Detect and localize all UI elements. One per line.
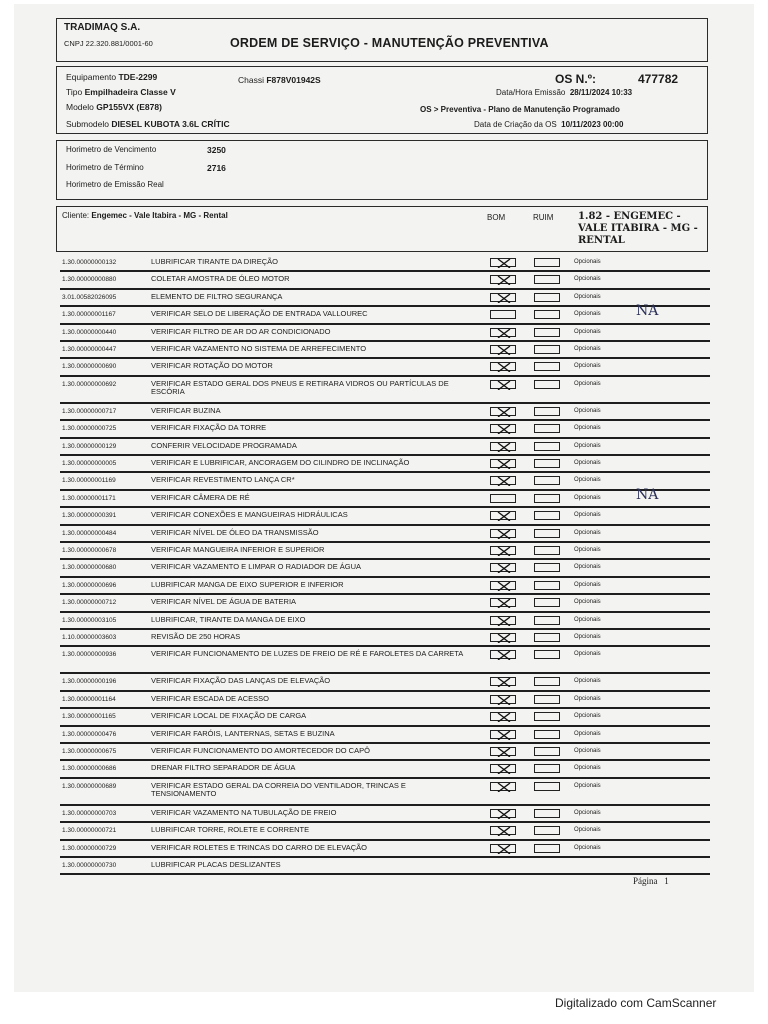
item-code: 1.10.00000003603 [62,634,117,641]
bom-checkbox[interactable] [490,459,516,468]
check-x-mark [497,564,511,573]
item-code: 1.30.00000000689 [62,782,117,790]
item-description: ELEMENTO DE FILTRO SEGURANÇA [151,291,283,301]
ruim-checkbox[interactable] [534,695,560,704]
ruim-checkbox[interactable] [534,494,560,503]
item-opcionais: Opcionais [574,827,601,834]
item-description: VERIFICAR BUZINA [151,405,221,415]
checklist-row [60,359,710,376]
checklist-row [60,303,710,324]
check-x-mark [497,617,511,626]
item-opcionais: Opcionais [574,494,601,501]
checklist-row [60,290,710,307]
check-x-mark [497,477,511,486]
item-code: 1.30.00000000447 [62,346,117,353]
bom-checkbox[interactable] [490,362,516,371]
checklist-row [60,578,710,595]
os-label: OS N.º: [555,72,597,86]
ruim-checkbox[interactable] [534,546,560,555]
item-description: CONFERIR VELOCIDADE PROGRAMADA [151,440,297,450]
horimetro-emissao-label: Horimetro de Emissão Real [66,180,164,189]
ruim-checkbox[interactable] [534,826,560,835]
item-code: 1.30.00000000678 [62,547,117,554]
bom-checkbox[interactable] [490,476,516,485]
ruim-checkbox[interactable] [534,275,560,284]
item-description: VERIFICAR SELO DE LIBERAÇÃO DE ENTRADA VALLOUREC [151,309,368,319]
bom-checkbox[interactable] [490,293,516,302]
bom-checkbox[interactable] [490,747,516,756]
horimetro-termino: 2716 [207,163,226,173]
bom-checkbox[interactable] [490,380,516,389]
checklist-row [60,674,710,691]
checklist-row [60,421,710,438]
page-number: Página 1 [633,876,669,886]
item-opcionais: Opcionais [574,634,601,640]
submodelo-row: Submodelo DIESEL KUBOTA 3.6L CRÍTIC [66,119,230,129]
equipamento-row: Equipamento TDE-2299 [66,72,158,82]
bom-checkbox[interactable] [490,546,516,555]
checklist-row [60,727,710,744]
checklist-row [60,272,710,289]
item-code: 1.30.00000000721 [62,827,117,835]
bom-checkbox[interactable] [490,730,516,739]
check-x-mark [497,443,511,452]
bom-checkbox[interactable] [490,809,516,818]
item-opcionais: Opcionais [574,328,601,335]
checklist-row [60,560,710,577]
company-cnpj: CNPJ 22.320.881/0001-60 [64,39,153,48]
item-opcionais: Opcionais [574,651,601,658]
check-x-mark [497,827,511,836]
item-description: LUBRIFICAR TORRE, ROLETE E CORRENTE [151,825,310,835]
chassi-row: Chassi F878V01942S [238,75,321,85]
criacao-row: Data de Criação da OS 10/11/2023 00:00 [474,120,624,129]
checklist-row [60,473,710,490]
check-x-mark [497,713,511,722]
item-opcionais: Opcionais [574,844,601,851]
ruim-checkbox[interactable] [534,809,560,818]
item-description: COLETAR AMOSTRA DE ÓLEO MOTOR [151,274,290,284]
item-code: 1.30.00000000936 [62,651,117,659]
checklist-row [60,439,710,456]
item-opcionais: Opcionais [574,380,601,387]
item-description: VERIFICAR CONEXÕES E MANGUEIRAS HIDRÁULICAS [151,510,348,520]
check-x-mark [497,259,511,268]
bom-checkbox[interactable] [490,511,516,520]
checklist-row [60,806,710,823]
ruim-checkbox[interactable] [534,581,560,590]
checklist-row [60,709,710,726]
check-x-mark [497,845,511,854]
horimetro-vencimento: 3250 [207,145,226,155]
item-description: VERIFICAR CÂMERA DE RÉ [151,492,250,502]
item-description: VERIFICAR LOCAL DE FIXAÇÃO DE CARGA [151,711,307,721]
checklist-row [60,613,710,630]
ruim-checkbox[interactable] [534,598,560,607]
checklist-row [60,823,710,840]
item-code: 1.30.00000000440 [62,328,117,336]
item-description: VERIFICAR FUNCIONAMENTO DO AMORTECEDOR DO CAPÔ [151,746,370,755]
ruim-checkbox[interactable] [534,844,560,853]
check-x-mark [497,599,511,608]
ruim-checkbox[interactable] [534,730,560,739]
check-x-mark [497,696,511,705]
item-description: VERIFICAR FILTRO DE AR DO AR CONDICIONADO [151,326,331,336]
checklist-row [60,779,710,806]
ruim-checkbox[interactable] [534,764,560,773]
check-x-mark [497,346,511,355]
checklist-row [60,377,710,404]
bom-checkbox[interactable] [490,764,516,773]
company-name: TRADIMAQ S.A. [64,22,141,33]
item-description: REVISÃO DE 250 HORAS [151,632,241,641]
item-code: 1.30.00000001165 [62,713,116,721]
item-opcionais: Opcionais [574,311,601,318]
bom-checkbox[interactable] [490,529,516,538]
check-x-mark [497,329,511,338]
ruim-checkbox[interactable] [534,563,560,572]
check-x-mark [497,363,511,372]
check-x-mark [497,634,511,643]
check-x-mark [497,294,511,303]
item-code: 1.30.00000000729 [62,844,117,852]
checklist-row [60,508,710,525]
scanner-footer: Digitalizado com CamScanner [555,996,717,1010]
checklist-row [60,647,710,674]
bom-checkbox[interactable] [490,345,516,354]
item-opcionais: Opcionais [574,765,601,772]
item-code: 1.30.00000001164 [62,695,116,703]
item-code: 1.30.00000000196 [62,678,117,686]
bom-checkbox[interactable] [490,826,516,835]
item-description: VERIFICAR FARÓIS, LANTERNAS, SETAS E BUZINA [151,728,335,738]
os-type: OS > Preventiva - Plano de Manutenção Programado [420,105,620,114]
horimetro-vencimento-label: Horimetro de Vencimento [66,145,157,154]
item-opcionais: Opcionais [574,730,601,737]
check-x-mark [497,748,511,757]
tipo-row: Tipo Empilhadeira Classe V [66,87,176,97]
ruim-checkbox[interactable] [534,362,560,371]
check-x-mark [497,783,511,792]
check-x-mark [497,276,511,285]
document-title: ORDEM DE SERVIÇO - MANUTENÇÃO PREVENTIVA [230,36,549,50]
bom-checkbox[interactable] [490,442,516,451]
bom-checkbox[interactable] [490,844,516,853]
item-code: 1.30.00000000675 [62,748,117,755]
item-description: VERIFICAR REVESTIMENTO LANÇA CR* [151,475,295,485]
ruim-checkbox[interactable] [534,407,560,416]
item-code: 1.30.00000000129 [62,442,117,450]
check-x-mark [497,530,511,539]
ruim-header: RUIM [533,213,554,222]
ruim-checkbox[interactable] [534,633,560,642]
item-description: VERIFICAR ESCADA DE ACESSO [151,693,269,703]
item-code: 1.30.00000000730 [62,862,117,869]
item-code: 1.30.00000001171 [62,494,116,502]
item-code: 1.30.00000000484 [62,529,117,537]
check-x-mark [497,547,511,556]
item-code: 1.30.00000000725 [62,425,117,433]
ruim-checkbox[interactable] [534,511,560,520]
bom-checkbox[interactable] [490,695,516,704]
bom-checkbox[interactable] [490,407,516,416]
item-description: VERIFICAR VAZAMENTO NO SISTEMA DE ARREFECIMENTO [151,344,367,353]
item-opcionais: Opcionais [574,259,601,265]
item-code: 1.30.00000000712 [62,599,117,607]
modelo-row: Modelo GP155VX (E878) [66,102,162,112]
bom-checkbox[interactable] [490,563,516,572]
item-description: LUBRIFICAR MANGA DE EIXO SUPERIOR E INFERIOR [151,579,344,589]
item-description: VERIFICAR FIXAÇÃO DAS LANÇAS DE ELEVAÇÃO [151,676,331,686]
item-code: 1.30.00000000391 [62,512,117,520]
item-description: VERIFICAR FIXAÇÃO DA TORRE [151,423,267,433]
item-opcionais: Opcionais [574,713,601,720]
bom-checkbox[interactable] [490,581,516,590]
check-x-mark [497,765,511,774]
bom-checkbox[interactable] [490,310,516,319]
item-opcionais: Opcionais [574,477,601,484]
item-description: VERIFICAR FUNCIONAMENTO DE LUZES DE FREIO DE RÉ E FAROLETES DA CARRETA [151,649,464,659]
item-description: DRENAR FILTRO SEPARADOR DE ÁGUA [151,763,296,773]
check-x-mark [497,582,511,591]
ruim-checkbox[interactable] [534,650,560,659]
checklist-row [60,858,710,875]
ruim-checkbox[interactable] [534,442,560,451]
ruim-checkbox[interactable] [534,310,560,319]
item-description: VERIFICAR MANGUEIRA INFERIOR E SUPERIOR [151,545,325,554]
ruim-checkbox[interactable] [534,529,560,538]
item-code: 1.30.00000000692 [62,380,117,388]
item-code: 1.30.00000000132 [62,259,117,266]
item-description: VERIFICAR NÍVEL DE ÁGUA DE BATERIA [151,597,297,607]
ruim-checkbox[interactable] [534,747,560,756]
check-x-mark [497,651,511,660]
item-opcionais: Opcionais [574,782,601,789]
ruim-checkbox[interactable] [534,459,560,468]
item-opcionais: Opcionais [574,276,601,283]
bom-checkbox[interactable] [490,275,516,284]
check-x-mark [497,408,511,417]
item-description: LUBRIFICAR TIRANTE DA DIREÇÃO [151,257,278,266]
bom-checkbox[interactable] [490,258,516,267]
checklist-row [60,486,710,508]
item-opcionais: Opcionais [574,581,601,588]
bom-checkbox[interactable] [490,650,516,659]
bom-checkbox[interactable] [490,494,516,503]
ruim-checkbox[interactable] [534,328,560,337]
item-opcionais: Opcionais [574,748,601,754]
item-code: 1.30.00000000476 [62,730,117,738]
handwritten-note: NA [636,303,659,320]
checklist-row [60,526,710,543]
check-x-mark [497,678,511,687]
bom-checkbox[interactable] [490,328,516,337]
item-opcionais: Opcionais [574,529,601,536]
item-code: 1.30.00000000690 [62,363,117,371]
os-number: 477782 [638,72,679,86]
handwritten-note: NA [636,486,659,503]
item-opcionais: Opcionais [574,425,601,432]
bom-checkbox[interactable] [490,782,516,791]
item-description: VERIFICAR ROLETES E TRINCAS DO CARRO DE ELEVAÇÃO [151,842,368,852]
check-x-mark [497,810,511,819]
item-opcionais: Opcionais [574,460,601,466]
checklist-row [60,325,710,342]
bom-checkbox[interactable] [490,424,516,433]
item-code: 1.30.00000000717 [62,407,117,415]
check-x-mark [497,512,511,521]
item-opcionais: Opcionais [574,599,601,606]
ruim-checkbox[interactable] [534,345,560,354]
item-description: VERIFICAR VAZAMENTO NA TUBULAÇÃO DE FREIO [151,807,337,817]
item-description: VERIFICAR ROTAÇÃO DO MOTOR [151,361,273,371]
checklist-row [60,595,710,612]
checklist-row [60,456,710,473]
ruim-checkbox[interactable] [534,424,560,433]
item-description: VERIFICAR NÍVEL DE ÓLEO DA TRANSMISSÃO [151,527,319,537]
item-opcionais: Opcionais [574,442,601,449]
item-description: VERIFICAR ESTADO GERAL DOS PNEUS E RETIRARA VIDROS OU PARTÍCULAS DE ESCÓRIA [151,378,449,397]
item-code: 1.30.00000000680 [62,564,117,572]
checklist-row [60,342,710,359]
ruim-checkbox[interactable] [534,476,560,485]
item-description: VERIFICAR VAZAMENTO E LIMPAR O RADIADOR DE ÁGUA [151,562,362,572]
horimetro-termino-label: Horimetro de Término [66,163,144,172]
item-code: 1.30.00000000005 [62,460,117,467]
checklist-row [60,543,710,560]
item-code: 1.30.00000000703 [62,809,117,817]
row-divider [60,873,710,875]
item-description: LUBRIFICAR PLACAS DESLIZANTES [151,860,281,869]
cliente-code-block: 1.82 - ENGEMEC - VALE ITABIRA - MG - RENTAL [578,211,698,246]
item-opcionais: Opcionais [574,695,601,702]
item-code: 1.30.00000001167 [62,311,116,319]
item-description: LUBRIFICAR, TIRANTE DA MANGA DE EIXO [151,614,306,624]
checklist-row [60,692,710,709]
bom-checkbox[interactable] [490,598,516,607]
item-description: VERIFICAR ESTADO GERAL DA CORREIA DO VENTILADOR, TRINCAS E TENSIONAMENTO [151,780,406,799]
check-x-mark [497,731,511,740]
item-opcionais: Opcionais [574,547,601,553]
ruim-checkbox[interactable] [534,293,560,302]
checklist-row [60,841,710,858]
item-opcionais: Opcionais [574,363,601,370]
ruim-checkbox[interactable] [534,677,560,686]
item-code: 1.30.00000003105 [62,616,117,624]
item-opcionais: Opcionais [574,293,601,300]
checklist-row [60,761,710,778]
item-code: 1.30.00000000880 [62,276,117,284]
checklist-row [60,744,710,761]
checklist-row [60,630,710,647]
item-opcionais: Opcionais [574,616,601,623]
item-code: 3.01.00582026095 [62,293,117,301]
ruim-checkbox[interactable] [534,258,560,267]
cliente-row: Cliente: Engemec - Vale Itabira - MG - Rental [62,211,228,220]
item-opcionais: Opcionais [574,809,601,816]
checklist-row [60,404,710,421]
check-x-mark [497,381,511,390]
check-x-mark [497,460,511,469]
bom-checkbox[interactable] [490,616,516,625]
checklist-row [60,255,710,272]
bom-checkbox[interactable] [490,677,516,686]
ruim-checkbox[interactable] [534,782,560,791]
item-code: 1.30.00000000686 [62,765,117,773]
bom-header: BOM [487,213,506,222]
item-code: 1.30.00000000696 [62,581,117,589]
item-opcionais: Opcionais [574,564,601,571]
item-opcionais: Opcionais [574,678,601,685]
ruim-checkbox[interactable] [534,712,560,721]
item-opcionais: Opcionais [574,346,601,352]
ruim-checkbox[interactable] [534,380,560,389]
emissao-row: Data/Hora Emissão 28/11/2024 10:33 [496,88,633,97]
item-opcionais: Opcionais [574,512,601,519]
ruim-checkbox[interactable] [534,616,560,625]
item-opcionais: Opcionais [574,407,601,414]
item-description: VERIFICAR E LUBRIFICAR, ANCORAGEM DO CILINDRO DE INCLINAÇÃO [151,458,410,467]
item-code: 1.30.00000001169 [62,477,116,485]
bom-checkbox[interactable] [490,633,516,642]
bom-checkbox[interactable] [490,712,516,721]
check-x-mark [497,425,511,434]
